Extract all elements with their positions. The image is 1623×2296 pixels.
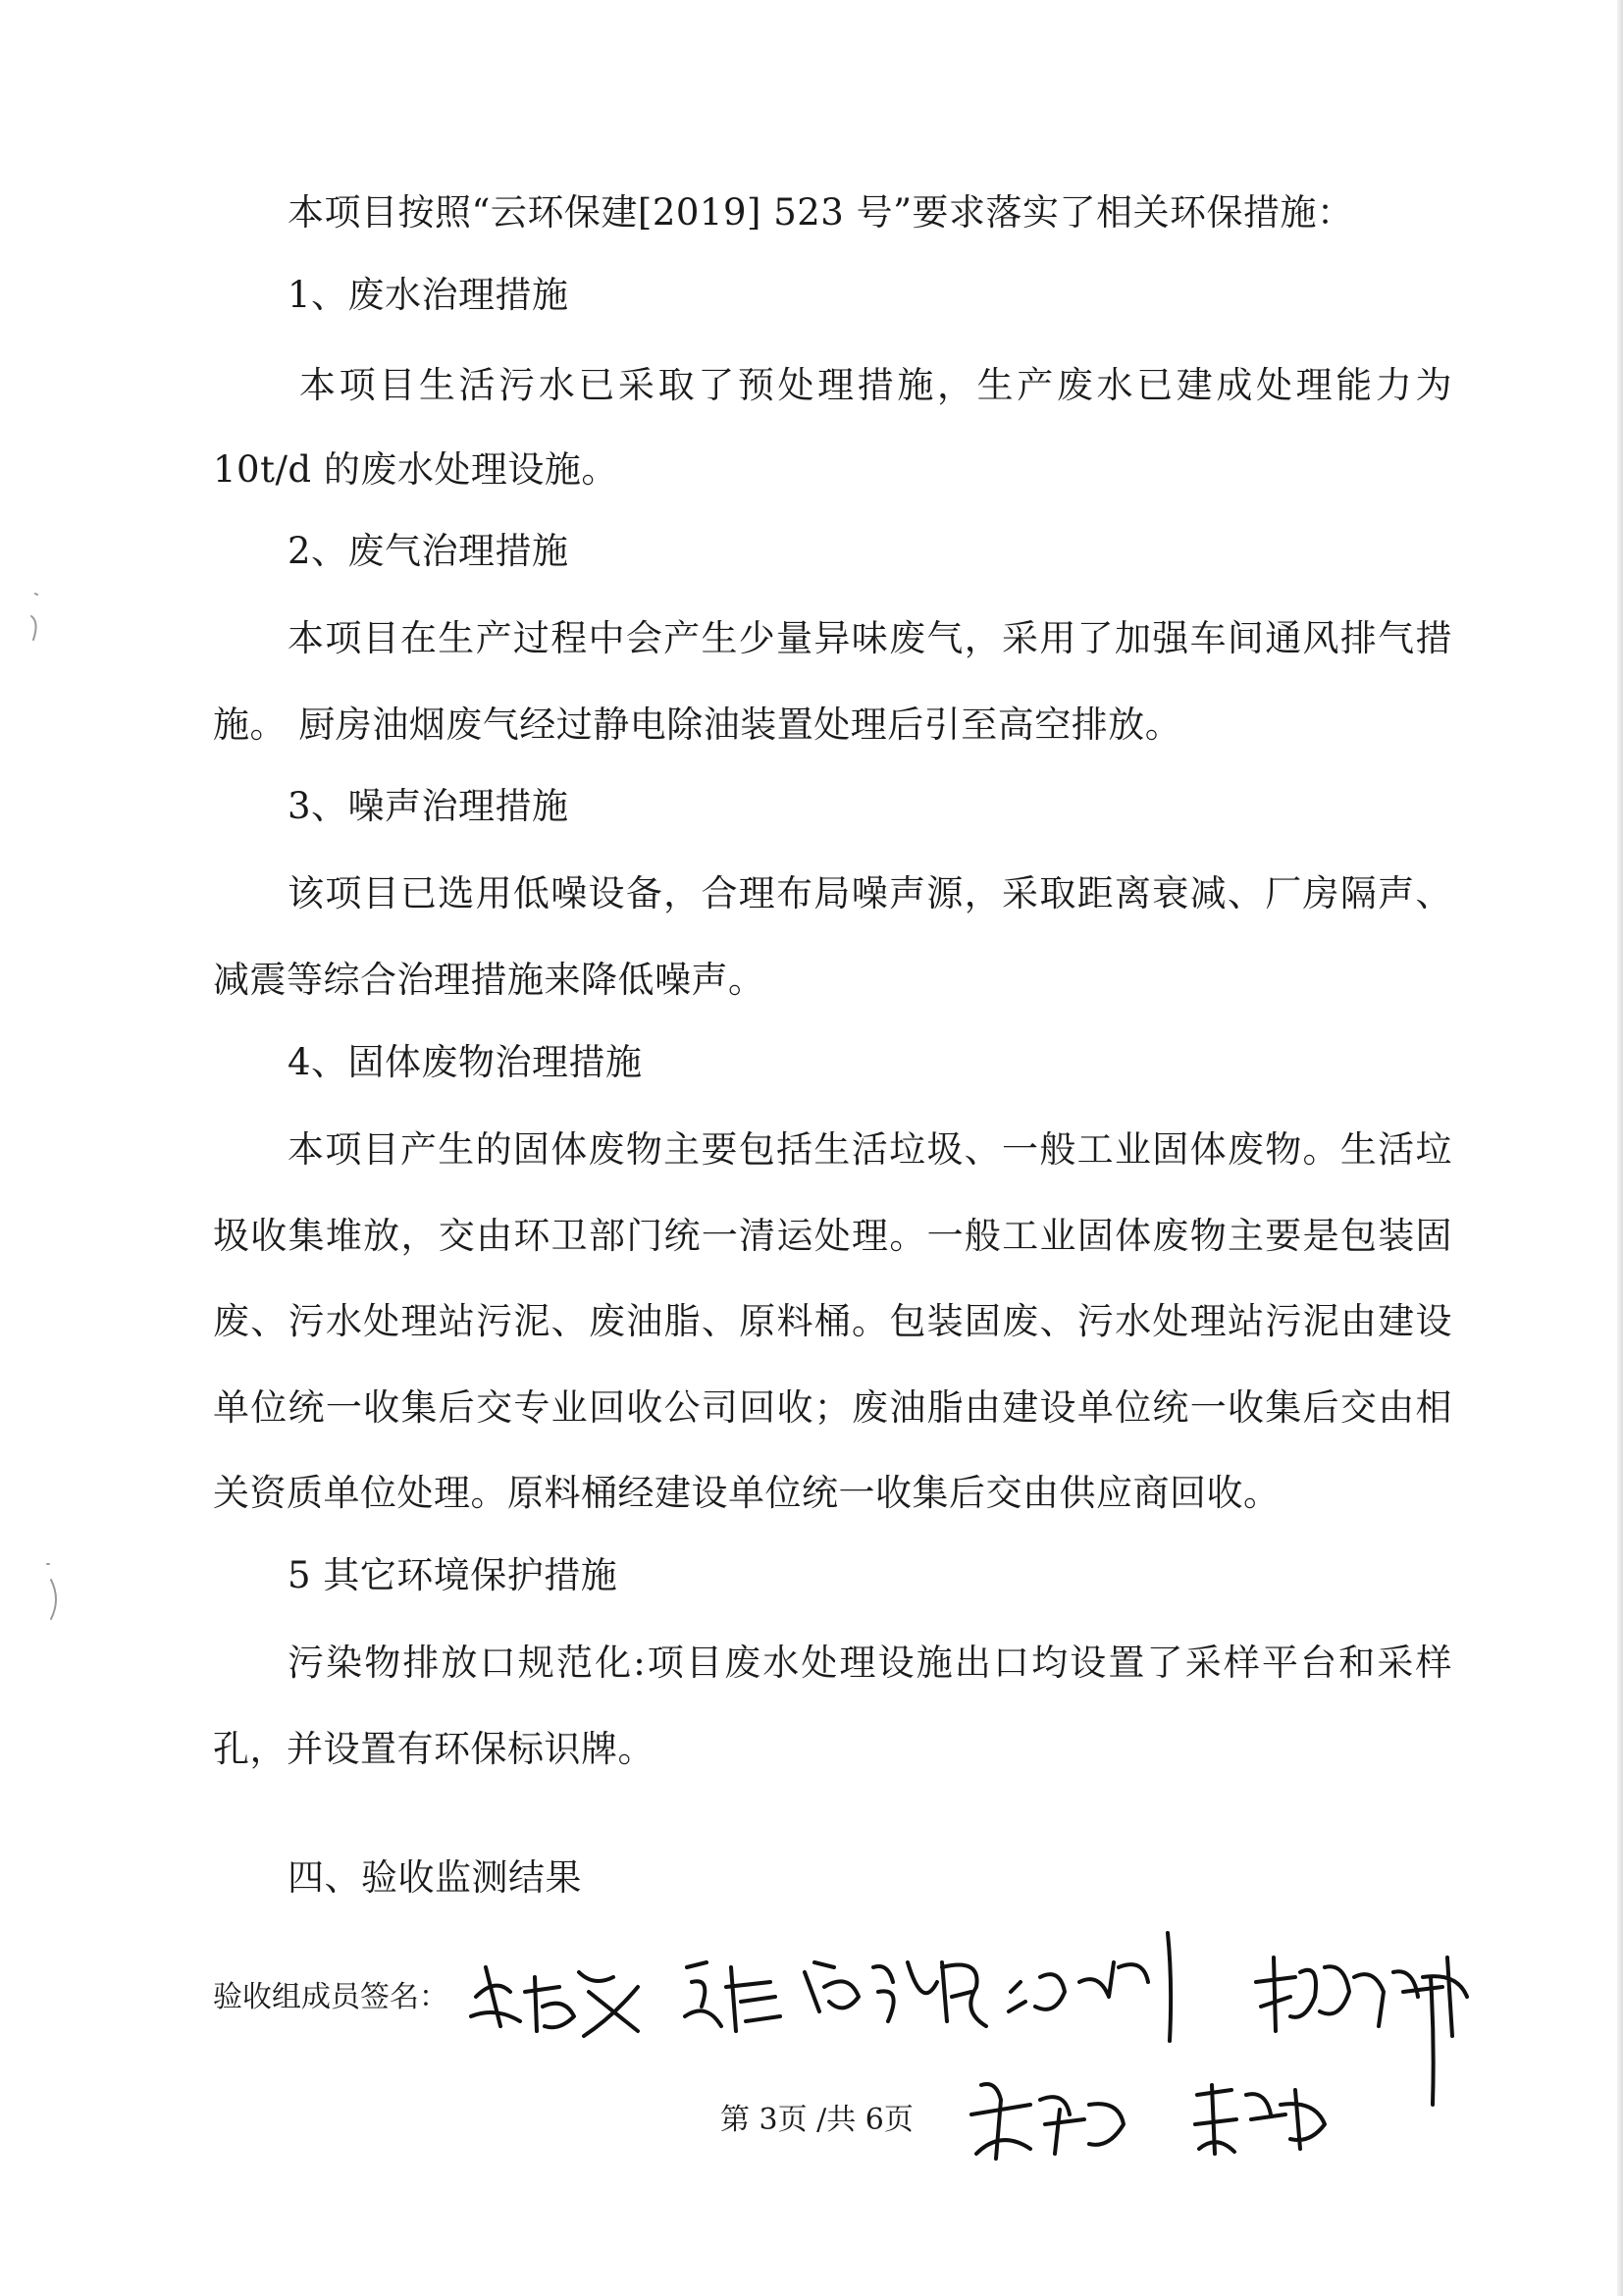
paragraph-line: 圾收集堆放，交由环卫部门统一清运处理。一般工业固体废物主要是包装固 (213, 1215, 1452, 1257)
signature (1413, 1972, 1452, 2110)
section-heading-wastewater: 1、废水治理措施 (288, 274, 569, 316)
paragraph-line: 施。 厨房油烟废气经过静电除油装置处理后引至高空排放。 (213, 704, 1182, 746)
paragraph-line: 关资质单位处理。原料桶经建设单位统一收集后交由供应商回收。 (213, 1472, 1281, 1514)
scan-mark (39, 1560, 69, 1629)
paragraph-line: 该项目已选用低噪设备，合理布局噪声源，采取距离衰减、厂房隔声、 (288, 872, 1452, 914)
paragraph-line: 孔，并设置有环保标识牌。 (213, 1728, 654, 1770)
paragraph-line: 本项目产生的固体废物主要包括生活垃圾、一般工业固体废物。生活垃 (288, 1128, 1452, 1171)
paragraph-line: 10t/d 的废水处理设施。 (213, 448, 618, 491)
section-heading-exhaust-gas: 2、废气治理措施 (288, 530, 569, 572)
paragraph-line: 减震等综合治理措施来降低噪声。 (213, 959, 765, 1001)
signature (962, 2070, 1138, 2168)
paragraph-line: 本项目生活污水已采取了预处理措施，生产废水已建成处理能力为 (299, 364, 1452, 406)
paragraph-line: 废、污水处理站污泥、废油脂、原料桶。包装固废、污水处理站污泥由建设 (213, 1300, 1452, 1342)
signature (677, 1948, 785, 2041)
signature (466, 1938, 648, 2051)
section-heading-noise: 3、噪声治理措施 (288, 785, 569, 827)
section-heading-monitoring-results: 四、验收监测结果 (288, 1856, 582, 1899)
page-indicator: 第 3页 /共 6页 (720, 2103, 914, 2137)
scan-mark (22, 589, 51, 648)
intro-line: 本项目按照“云环保建[2019] 523 号”要求落实了相关环保措施： (288, 191, 1354, 234)
section-heading-solid-waste: 4、固体废物治理措施 (288, 1041, 643, 1083)
paragraph-line: 单位统一收集后交专业回收公司回收；废油脂由建设单位统一收集后交由相 (213, 1386, 1452, 1429)
signature (1187, 2075, 1335, 2164)
section-heading-other-measures: 5 其它环境保护措施 (288, 1554, 618, 1596)
signature (1001, 1923, 1187, 2051)
signature (795, 1943, 1001, 2041)
paragraph-line: 本项目在生产过程中会产生少量异味废气，采用了加强车间通风排气措 (288, 617, 1452, 659)
page-edge (1617, 0, 1623, 2296)
signature-label: 验收组成员签名： (213, 1980, 448, 2014)
paragraph-line: 污染物排放口规范化:项目废水处理设施出口均设置了采样平台和采样 (288, 1642, 1452, 1684)
